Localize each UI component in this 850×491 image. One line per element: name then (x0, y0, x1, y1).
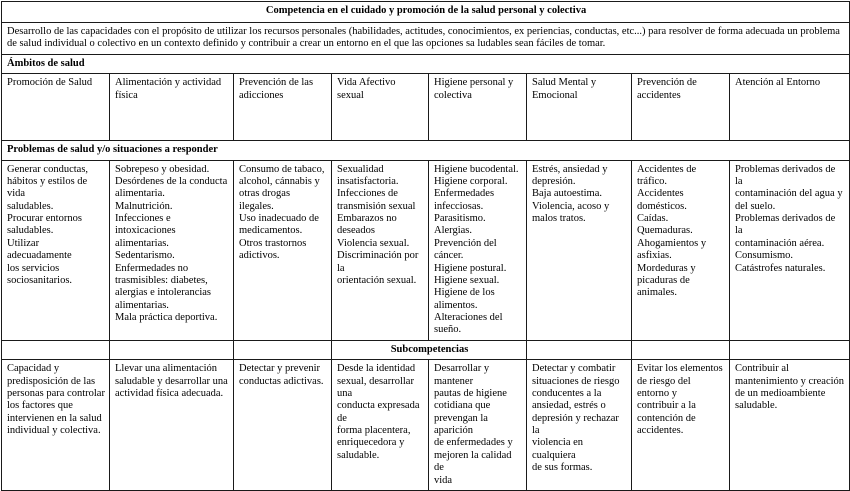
cell-text-line: contaminación aérea. (735, 237, 825, 249)
cell-text-line: Discriminación por la (337, 250, 419, 274)
cell-text-line: Alergias. (434, 225, 473, 237)
cell-text-line: Uso inadecuado de (239, 213, 319, 224)
cell-text-line: sexual, desarrollar una (337, 375, 414, 399)
table-row-intro (2, 23, 850, 55)
cell-text-line: individual y colectiva. (7, 425, 101, 436)
subcompetencia-cell-6 (527, 360, 632, 491)
competency-table (1, 1, 850, 491)
cell-text-line: prevengan la aparición (434, 412, 488, 436)
document-intro-paragraph: Desarrollo de las capacidades con el propósito de utilizar los recursos personales (habilidades, actitudes, conocimientos, ex periencias, conductas, etc...) para resolver de forma adecuada un problema de salud individual o colectivo en un contexto definido y contribuir a crear un entorno en el que las opciones sa ludables sean fáciles de tomar. (2, 23, 850, 55)
cell-text-line: situaciones de riesgo (532, 375, 620, 387)
ambito-header-cell-2: Alimentación y actividad física (110, 74, 234, 141)
cell-text-line: Prevención del cáncer. (434, 237, 497, 262)
problemas-cell-8 (730, 160, 850, 340)
cell-text-line: los factores que (7, 400, 73, 412)
subcompetencia-cell-1 (2, 360, 110, 491)
cell-text-line: Enfermedades (434, 188, 495, 200)
cell-text-line: Evitar los elementos (637, 363, 723, 375)
cell-text-line: Capacidad y (7, 363, 60, 375)
cell-text-line: Infecciones e intoxicaciones (115, 213, 176, 237)
document-title: Competencia en el cuidado y promoción de la salud personal y colectiva (2, 2, 850, 23)
cell-text-line: Sobrepeso y obesidad. (115, 163, 210, 175)
ambito-header-cell-7: Prevención de accidentes (632, 74, 730, 141)
cell-text-line: sociosanitarios. (7, 274, 73, 286)
cell-text-line: Accidentes de tráfico. (637, 163, 697, 187)
cell-text-line: Violencia sexual. (337, 237, 410, 249)
table-row-band-ambitos (2, 54, 850, 73)
cell-text-line: domésticos. (637, 200, 687, 212)
cell-text-line: picaduras de animales. (637, 274, 690, 299)
subcompetencia-cell-8 (730, 360, 850, 491)
subcompetencias-band-spacer-7 (632, 340, 730, 359)
ambito-header-cell-6: Salud Mental y Emocional (527, 74, 632, 141)
cell-text-line: orientación sexual. (337, 274, 417, 286)
cell-text-line: Consumo de tabaco, (239, 163, 325, 175)
cell-text-line: Problemas derivados de la (735, 163, 836, 187)
subcompetencia-cell-7 (632, 360, 730, 491)
cell-text-line: saludables. (7, 200, 54, 212)
cell-text-line: Contribuir al (735, 363, 789, 375)
cell-text-line: Infecciones de (337, 188, 398, 200)
cell-text-line: cotidiana que (434, 400, 491, 412)
cell-text-line: Catástrofes naturales. (735, 262, 826, 274)
ambito-header-cell-5: Higiene personal y colectiva (429, 74, 527, 141)
cell-text-line: Embarazos no deseados (337, 213, 397, 237)
cell-text-line: Sexualidad (337, 163, 384, 175)
cell-text-line: Problemas derivados de la (735, 213, 836, 237)
cell-text-line: intervienen en la salud (7, 412, 102, 424)
cell-text-line: Quemaduras. (637, 225, 693, 237)
cell-text-line: otras drogas ilegales. (239, 188, 291, 212)
cell-text-line: alergias e intolerancias (115, 287, 212, 299)
problemas-cell-2 (110, 160, 234, 340)
cell-text-line: del suelo. (735, 200, 776, 212)
cell-text-line: trasmisibles: diabetes, (115, 274, 208, 286)
subcompetencia-cell-2 (110, 360, 234, 491)
subcompetencias-band-spacer-1 (2, 340, 110, 359)
cell-text-line: alimentaria. (115, 188, 165, 200)
problemas-cell-4 (332, 160, 429, 340)
cell-text-line: Procurar entornos (7, 213, 82, 224)
cell-text-line: alimentos. (434, 299, 478, 311)
problemas-cell-7 (632, 160, 730, 340)
problemas-cell-6 (527, 160, 632, 340)
cell-text-line: alcohol, cánnabis y (239, 175, 320, 187)
table-row-ambitos (2, 74, 850, 141)
cell-text-line: saludable y desarrollar una (115, 375, 228, 387)
cell-text-line: depresión y rechazar la (532, 412, 619, 436)
cell-text-line: saludables. (7, 225, 54, 237)
cell-text-line: Parasitismo. (434, 213, 486, 224)
cell-text-line: insatisfactoria. (337, 175, 399, 187)
table-row-band-problemas (2, 141, 850, 160)
section-band-problemas: Problemas de salud y/o situaciones a responder (2, 141, 850, 160)
cell-text-line: Higiene postural. (434, 262, 507, 274)
cell-text-line: ansiedad, estrés o (532, 400, 606, 412)
cell-text-line: Malnutrición. (115, 200, 173, 212)
cell-text-line: Desarrollar y mantener (434, 363, 490, 387)
problemas-cell-1 (2, 160, 110, 340)
cell-text-line: Detectar y prevenir (239, 363, 321, 375)
cell-text-line: de sus formas. (532, 462, 593, 474)
cell-text-line: contaminación del agua y (735, 188, 843, 200)
cell-text-line: hábitos y estilos de vida (7, 175, 88, 200)
cell-text-line: transmisión sexual (337, 200, 416, 212)
table-row-subcompetencias (2, 360, 850, 491)
cell-text-line: Higiene de los (434, 287, 495, 299)
cell-text-line: asfixias. (637, 250, 672, 262)
cell-text-line: Higiene sexual. (434, 274, 500, 286)
cell-text-line: Enfermedades no (115, 262, 189, 274)
subcompetencias-band-spacer-6 (527, 340, 632, 359)
problemas-cell-5 (429, 160, 527, 340)
cell-text-line: de enfermedades y (434, 437, 513, 449)
cell-text-line: accidentes. (637, 425, 684, 436)
cell-text-line: vida (434, 474, 453, 486)
cell-text-line: Generar conductas, (7, 163, 89, 175)
cell-text-line: saludable. (337, 449, 380, 461)
cell-text-line: Higiene bucodental. (434, 163, 519, 175)
cell-text-line: Otros trastornos (239, 237, 307, 249)
table-row-title (2, 2, 850, 23)
cell-text-line: adictivos. (239, 250, 280, 262)
cell-text-line: enriquecedora y (337, 437, 405, 449)
cell-text-line: de un medioambiente (735, 387, 826, 399)
cell-text-line: mantenimiento y creación (735, 375, 845, 387)
cell-text-line: Sedentarismo. (115, 250, 175, 262)
cell-text-line: conducentes a la (532, 387, 602, 399)
ambito-header-cell-1: Promoción de Salud (2, 74, 110, 141)
cell-text-line: Alteraciones del sueño. (434, 312, 503, 336)
cell-text-line: saludable. (735, 400, 778, 412)
section-band-ambitos: Ámbitos de salud (2, 54, 850, 73)
subcompetencias-band-spacer-2 (110, 340, 234, 359)
cell-text-line: conducta expresada de (337, 400, 420, 424)
cell-text-line: Consumismo. (735, 250, 794, 262)
cell-text-line: predisposición de las (7, 375, 96, 387)
cell-text-line: Baja autoestima. (532, 188, 602, 200)
table-row-band-subcompetencias (2, 340, 850, 359)
cell-text-line: Mala práctica deportiva. (115, 312, 218, 323)
cell-text-line: malos tratos. (532, 213, 586, 224)
cell-text-line: Caídas. (637, 213, 669, 224)
cell-text-line: Higiene corporal. (434, 175, 508, 187)
cell-text-line: Estrés, ansiedad y (532, 163, 608, 175)
cell-text-line: actividad física adecuada. (115, 387, 224, 399)
cell-text-line: Desórdenes de la conducta (115, 175, 228, 187)
ambito-header-cell-3: Prevención de las adicciones (234, 74, 332, 141)
cell-text-line: infecciosas. (434, 200, 484, 212)
cell-text-line: Ahogamientos y (637, 237, 707, 249)
cell-text-line: de riesgo del entorno y (637, 375, 691, 399)
table-row-problemas (2, 160, 850, 340)
cell-text-line: personas para controlar (7, 387, 105, 399)
cell-text-line: contribuir a la (637, 400, 696, 412)
problemas-cell-3 (234, 160, 332, 340)
cell-text-line: Llevar una alimentación (115, 363, 218, 375)
cell-text-line: Detectar y combatir (532, 363, 616, 375)
competency-table-document (0, 1, 850, 486)
subcompetencias-band-spacer-3 (234, 340, 332, 359)
ambito-header-cell-4: Vida Afectivo sexual (332, 74, 429, 141)
cell-text-line: Utilizar adecuadamente (7, 237, 72, 262)
section-band-subcompetencias: Subcompetencias (332, 340, 527, 359)
cell-text-line: pautas de higiene (434, 387, 507, 399)
cell-text-line: forma placentera, (337, 425, 411, 436)
cell-text-line: Desde la identidad (337, 363, 416, 375)
cell-text-line: conductas adictivas. (239, 375, 324, 387)
subcompetencia-cell-4 (332, 360, 429, 491)
cell-text-line: Violencia, acoso y (532, 200, 610, 212)
cell-text-line: violencia en cualquiera (532, 437, 584, 461)
cell-text-line: contención de (637, 412, 696, 424)
subcompetencia-cell-3 (234, 360, 332, 491)
cell-text-line: medicamentos. (239, 225, 303, 237)
subcompetencias-band-spacer-8 (730, 340, 850, 359)
cell-text-line: Accidentes (637, 188, 684, 200)
cell-text-line: Mordeduras y (637, 262, 696, 274)
cell-text-line: mejoren la calidad de (434, 449, 512, 474)
cell-text-line: alimentarias. (115, 299, 169, 311)
cell-text-line: alimentarias. (115, 237, 169, 249)
ambito-header-cell-8: Atención al Entorno (730, 74, 850, 141)
subcompetencia-cell-5 (429, 360, 527, 491)
cell-text-line: depresión. (532, 175, 576, 187)
cell-text-line: los servicios (7, 262, 60, 274)
